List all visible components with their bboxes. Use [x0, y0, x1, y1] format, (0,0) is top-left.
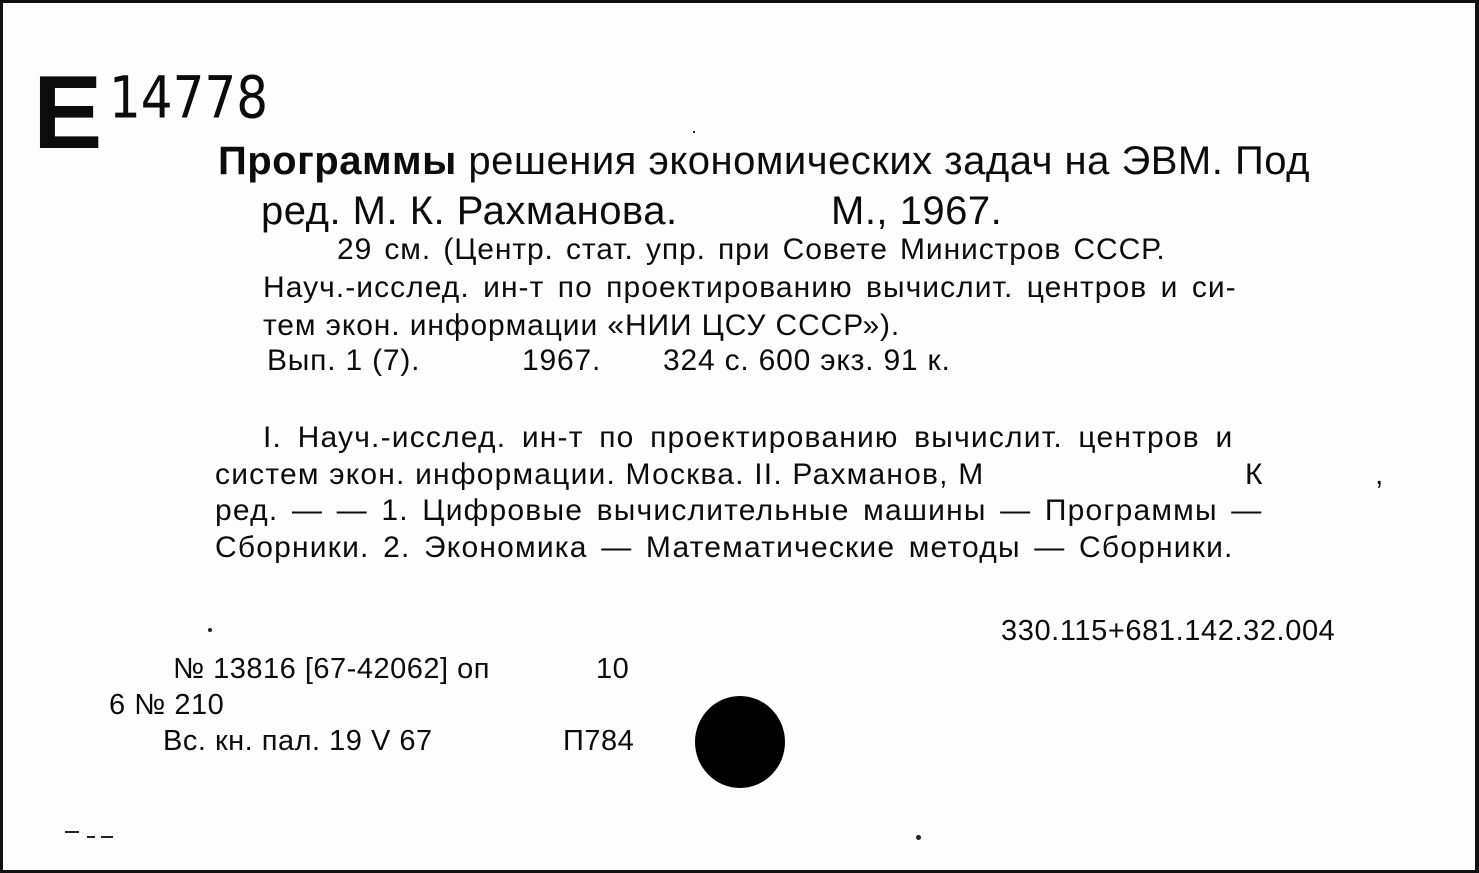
card-punch-hole — [695, 696, 785, 788]
subject-line-2 — [215, 457, 1385, 494]
editor: ред. М. К. Рахманова. — [261, 189, 678, 233]
speck — [916, 835, 921, 840]
speck — [87, 836, 95, 838]
subject-initial: К — [1245, 457, 1264, 491]
speck — [65, 831, 79, 833]
chamber-line — [163, 725, 635, 758]
subject-line-2-text: систем экон. информации. Москва. II. Рахманов, М — [215, 457, 985, 491]
title-rest: решения экономических задач на ЭВМ. Под — [456, 139, 1310, 183]
title-bold: Программы — [218, 139, 457, 183]
registry-line — [173, 653, 630, 686]
pages-copies-price: 324 с. 600 экз. 91 к. — [663, 344, 951, 377]
registry-count: 10 — [596, 653, 630, 685]
chamber-date: Вс. кн. пал. 19 V 67 — [163, 725, 433, 757]
call-number-handwritten: 14778 — [109, 64, 269, 132]
description-line-2: Науч.-исслед. ин-т по проектированию вычислит. центров и си- — [263, 271, 1237, 304]
subject-line-4: Сборники. 2. Экономика — Математические методы — Сборники. — [215, 530, 1234, 564]
registry-line-2: 6 № 210 — [109, 689, 225, 721]
issue: Вып. 1 (7). — [267, 344, 421, 377]
editor-line — [261, 186, 1003, 236]
title-line — [218, 136, 1310, 186]
subject-line-3: ред. — — 1. Цифровые вычислительные машины — Программы — — [215, 494, 1263, 527]
subject-line-1: I. Науч.-исслед. ин-т по проектированию вычислит. центров и — [263, 421, 1234, 454]
speck — [101, 836, 113, 838]
registry-number: № 13816 [67-42062] оп — [173, 653, 490, 685]
imprint: М., 1967. — [831, 189, 1003, 233]
speck — [693, 131, 695, 133]
subject-comma: , — [1375, 457, 1385, 491]
issue-year: 1967. — [522, 344, 602, 377]
call-letter: Е — [33, 55, 103, 171]
udc-code: 330.115+681.142.32.004 — [1001, 615, 1336, 647]
subject-headings — [215, 420, 1385, 566]
chamber-code: П784 — [563, 725, 635, 757]
description-line-4 — [267, 342, 951, 380]
description-line-3: тем экон. информации «НИИ ЦСУ СССР»). — [263, 309, 901, 342]
speck — [208, 628, 212, 632]
description-line-1: 29 см. (Центр. стат. упр. при Совете Министров СССР. — [337, 233, 1166, 266]
